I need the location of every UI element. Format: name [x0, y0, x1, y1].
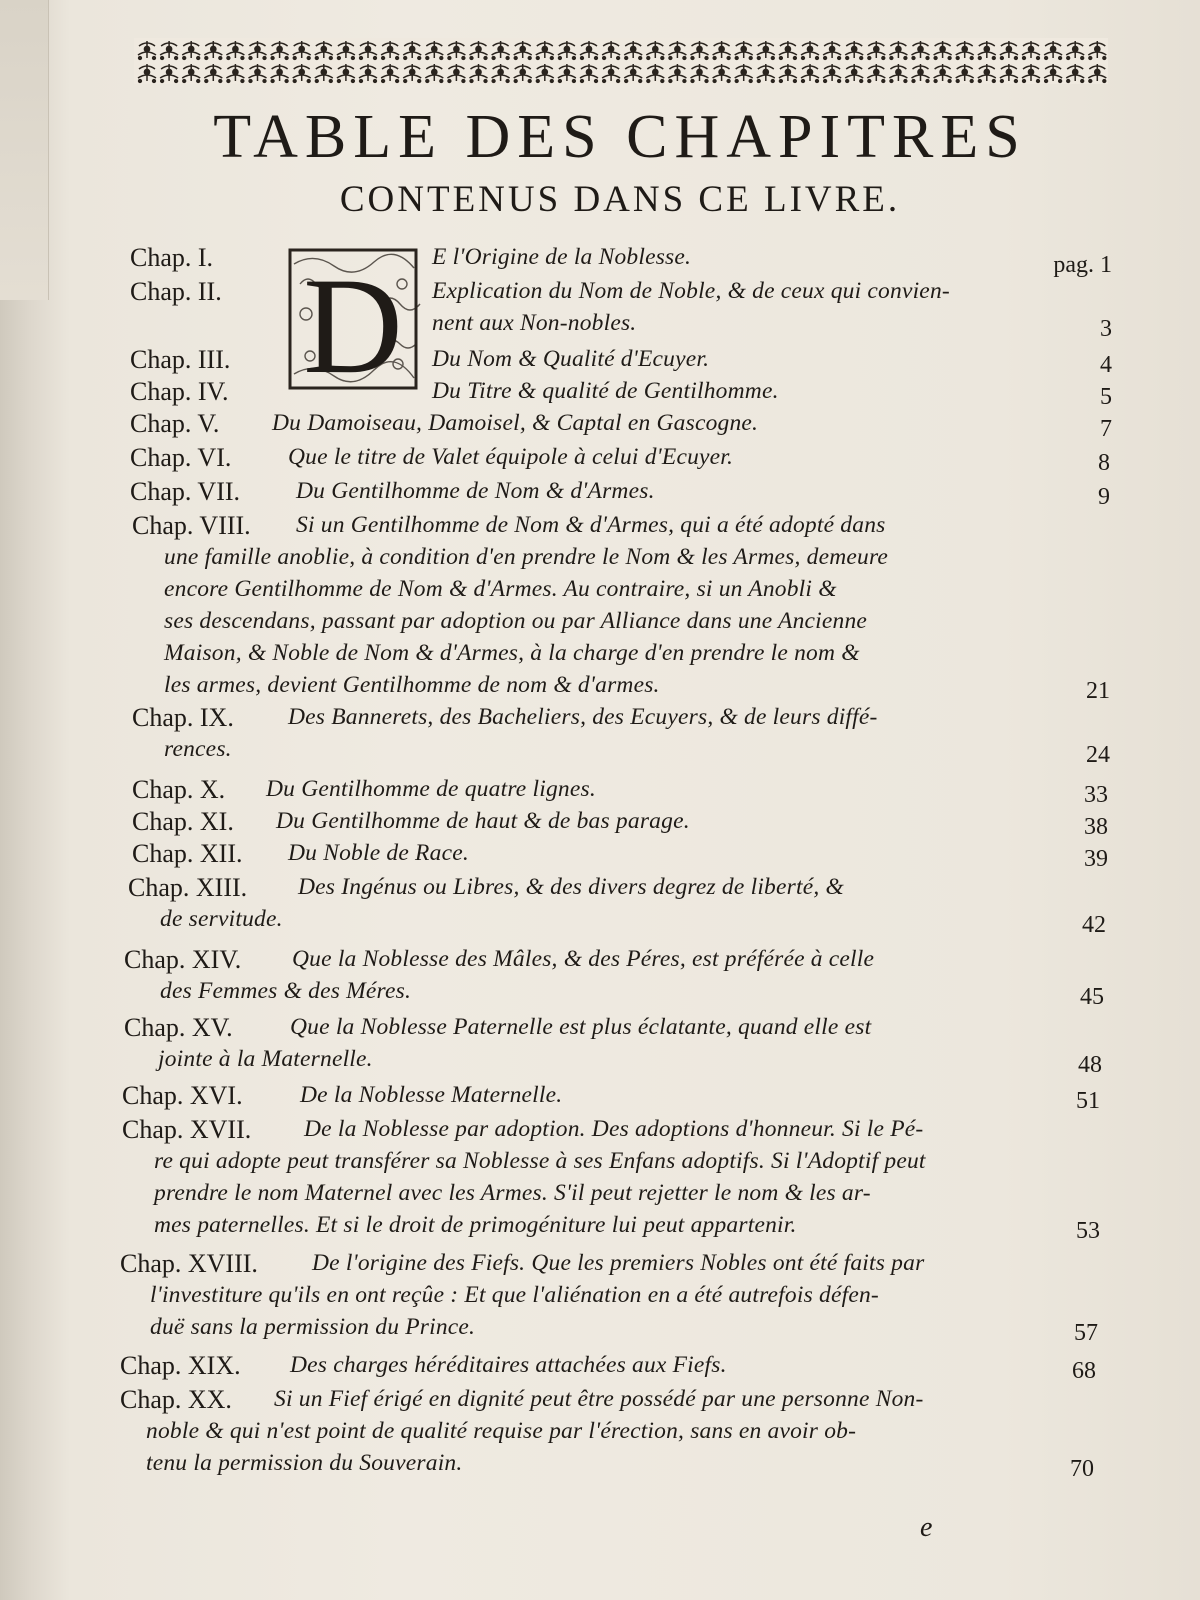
page-number: 4	[1100, 352, 1112, 378]
chapter-title-line: duë sans la permission du Prince.	[150, 1314, 476, 1340]
chapter-label: Chap. XIV.	[124, 945, 242, 974]
chapter-title-line: de servitude.	[160, 906, 283, 932]
chapter-title-line: Que la Noblesse Paternelle est plus éclatante, quand elle est	[290, 1014, 872, 1040]
page-number: 68	[1072, 1358, 1096, 1384]
chapter-title-line: Maison, & Noble de Nom & d'Armes, à la charge d'en prendre le nom &	[164, 640, 860, 666]
page-number: 9	[1098, 484, 1110, 510]
chapter-title-line: Du Gentilhomme de Nom & d'Armes.	[296, 478, 655, 504]
page-number: 8	[1098, 450, 1110, 476]
page-number: 24	[1086, 742, 1110, 768]
chapter-title-line: Du Nom & Qualité d'Ecuyer.	[432, 346, 710, 372]
chapter-title-line: rences.	[164, 736, 232, 762]
page-title: TABLE DES CHAPITRES	[213, 103, 1027, 171]
chapter-title-line: re qui adopte peut transférer sa Noblesse à ses Enfans adoptifs. Si l'Adoptif peut	[154, 1148, 926, 1174]
chapter-title-line: Du Gentilhomme de quatre lignes.	[266, 776, 596, 802]
svg-text:D: D	[303, 249, 403, 394]
page-number: 57	[1074, 1320, 1098, 1346]
chapter-title-line: l'investiture qu'ils en ont reçûe : Et que l'aliénation en a été autrefois défen-	[150, 1282, 879, 1308]
chapter-title-line: Si un Gentilhomme de Nom & d'Armes, qui a été adopté dans	[296, 512, 886, 538]
chapter-title-line: Que le titre de Valet équipole à celui d'Ecuyer.	[288, 444, 734, 470]
chapter-label: Chap. XVIII.	[120, 1249, 258, 1278]
chapter-label: Chap. V.	[130, 409, 220, 438]
chapter-title-line: Du Gentilhomme de haut & de bas parage.	[276, 808, 690, 834]
page-number: 21	[1086, 678, 1110, 704]
chapter-title-line: prendre le nom Maternel avec les Armes. S'il peut rejetter le nom & les ar-	[154, 1180, 871, 1206]
chapter-title-line: De la Noblesse par adoption. Des adoptions d'honneur. Si le Pé-	[304, 1116, 924, 1142]
chapter-title-line: ses descendans, passant par adoption ou par Alliance dans une Ancienne	[164, 608, 868, 634]
chapter-title-line: Si un Fief érigé en dignité peut être possédé par une personne Non-	[274, 1386, 924, 1412]
page-number: 45	[1080, 984, 1104, 1010]
chapter-label: Chap. XIX.	[120, 1351, 241, 1380]
chapter-title-line: Des charges héréditaires attachées aux Fiefs.	[290, 1352, 727, 1378]
signature-mark: e	[920, 1512, 933, 1543]
page-number: 33	[1084, 782, 1108, 808]
chapter-title-line: Que la Noblesse des Mâles, & des Péres, est préférée à celle	[292, 946, 875, 972]
chapter-label: Chap. XVI.	[122, 1081, 243, 1110]
page-subtitle: CONTENUS DANS CE LIVRE.	[339, 179, 901, 220]
page-number: 5	[1100, 384, 1112, 410]
chapter-label: Chap. X.	[132, 775, 226, 804]
chapter-label: Chap. IX.	[132, 703, 234, 732]
chapter-title-line: Explication du Nom de Noble, & de ceux qui convien-	[432, 278, 950, 304]
chapter-label: Chap. XVII.	[122, 1115, 252, 1144]
page-number: 42	[1082, 912, 1106, 938]
chapter-title-line: E l'Origine de la Noblesse.	[432, 244, 692, 270]
page-number: 70	[1070, 1456, 1094, 1482]
page-number: 3	[1100, 316, 1112, 342]
chapter-label: Chap. XV.	[124, 1013, 233, 1042]
page-number: 7	[1100, 416, 1112, 442]
chapter-label: Chap. XIII.	[128, 873, 248, 902]
chapter-title-line: mes paternelles. Et si le droit de primogéniture lui peut appartenir.	[154, 1212, 797, 1238]
chapter-title-line: tenu la permission du Souverain.	[146, 1450, 463, 1476]
chapter-title-line: noble & qui n'est point de qualité requise par l'érection, sans en avoir ob-	[146, 1418, 857, 1444]
chapter-label: Chap. I.	[130, 243, 214, 272]
chapter-title-line: Du Noble de Race.	[288, 840, 469, 866]
chapter-title-line: Du Damoiseau, Damoisel, & Captal en Gascogne.	[272, 410, 759, 436]
chapter-title-line: jointe à la Maternelle.	[158, 1046, 373, 1072]
chapter-title-line: des Femmes & des Méres.	[160, 978, 412, 1004]
chapter-label: Chap. VII.	[130, 477, 241, 506]
chapter-label: Chap. VI.	[130, 443, 232, 472]
chapter-title-line: Des Bannerets, des Bacheliers, des Ecuyers, & de leurs diffé-	[288, 704, 878, 730]
chapter-label: Chap. XI.	[132, 807, 234, 836]
chapter-title-line: Des Ingénus ou Libres, & des divers degrez de liberté, &	[298, 874, 844, 900]
chapter-label: Chap. III.	[130, 345, 231, 374]
chapter-title-line: De la Noblesse Maternelle.	[300, 1082, 563, 1108]
page-number: 39	[1084, 846, 1108, 872]
chapter-label: Chap. XII.	[132, 839, 243, 868]
chapter-title-line: nent aux Non-nobles.	[432, 310, 637, 336]
chapter-title-line: une famille anoblie, à condition d'en prendre le Nom & les Armes, demeure	[164, 544, 889, 570]
page-number: 53	[1076, 1218, 1100, 1244]
chapter-label: Chap. VIII.	[132, 511, 251, 540]
page-number: 51	[1076, 1088, 1100, 1114]
page-number: 38	[1084, 814, 1108, 840]
chapter-label: Chap. XX.	[120, 1385, 232, 1414]
chapter-title-line: les armes, devient Gentilhomme de nom & d'armes.	[164, 672, 660, 698]
page-number: 48	[1078, 1052, 1102, 1078]
page-number: pag. 1	[1053, 252, 1112, 278]
chapter-label: Chap. II.	[130, 277, 222, 306]
chapter-title-line: De l'origine des Fiefs. Que les premiers Nobles ont été faits par	[312, 1250, 925, 1276]
chapter-label: Chap. IV.	[130, 377, 229, 406]
chapter-title-line: encore Gentilhomme de Nom & d'Armes. Au contraire, si un Anobli &	[164, 576, 837, 602]
chapter-title-line: Du Titre & qualité de Gentilhomme.	[432, 378, 779, 404]
